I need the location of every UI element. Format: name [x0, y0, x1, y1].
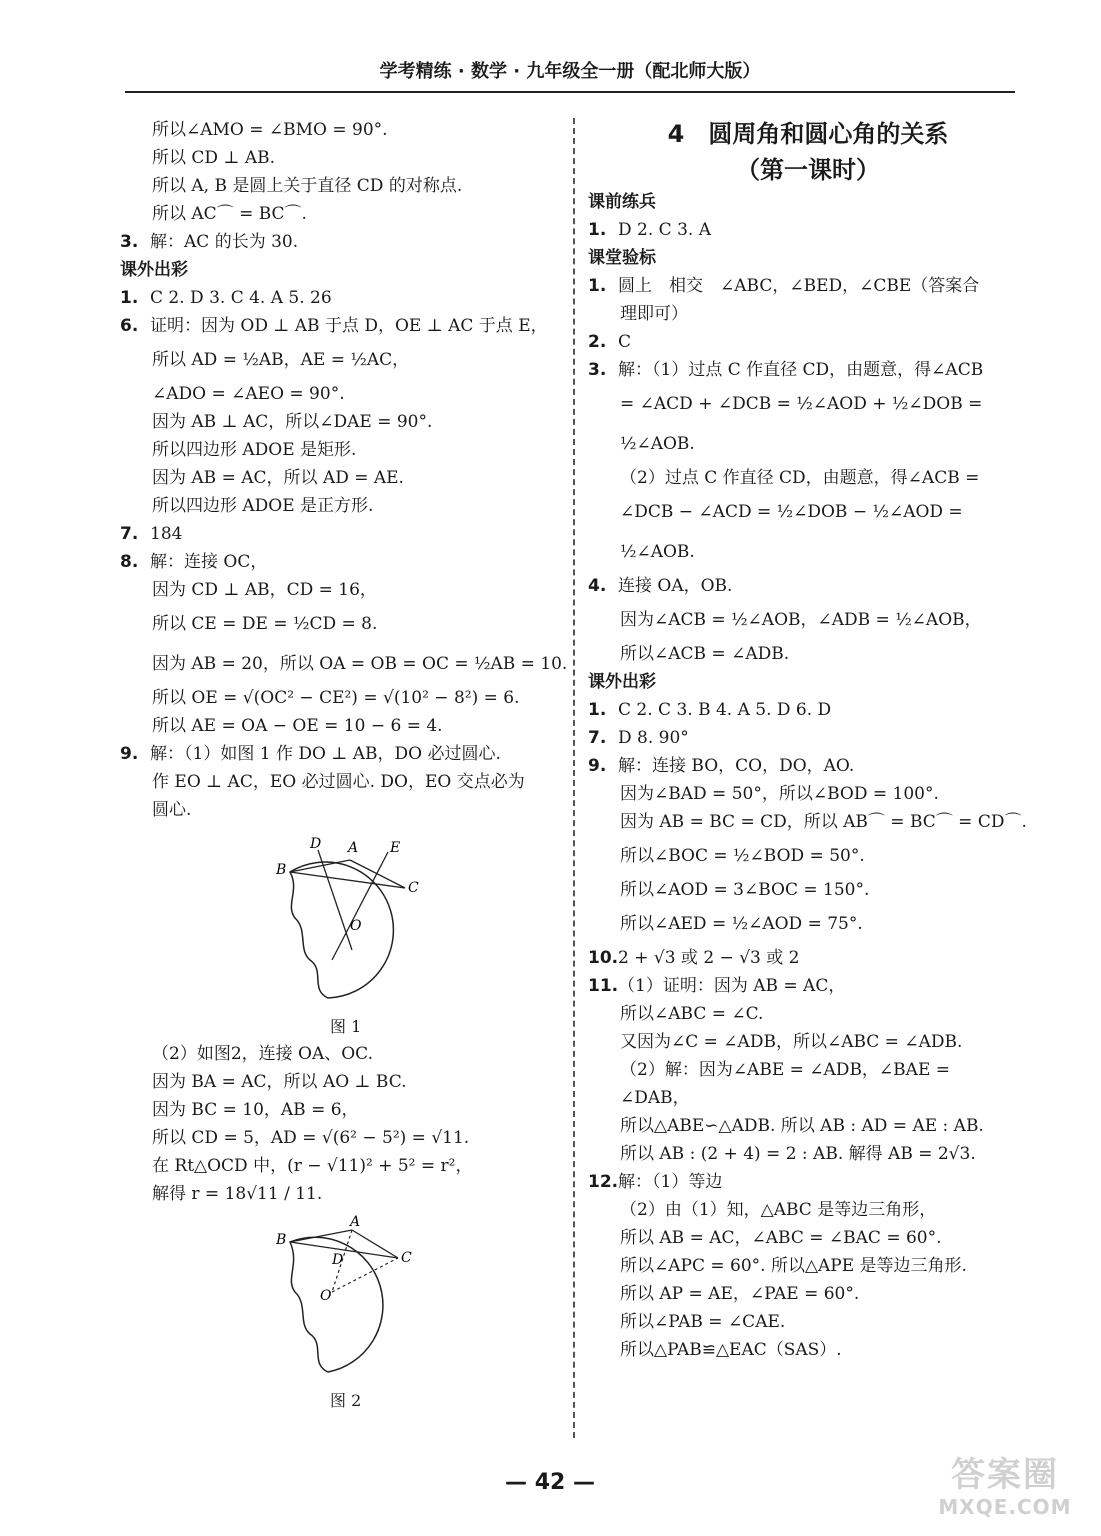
answer-line [120, 576, 560, 604]
answer-text: D 8. 90° [618, 728, 689, 748]
answer-text: 作 EO ⊥ AC，EO 必过圆心. DO，EO 交点必为 [152, 772, 525, 792]
answer-text: 解：连接 BO，CO，DO，AO. [618, 756, 855, 776]
answer-text: C 2. C 3. B 4. A 5. D 6. D [618, 700, 832, 720]
answer-text: 圆上 相交 ∠ABC，∠BED，∠CBE（答案合 [618, 276, 980, 296]
right-answers-extra [588, 696, 1028, 1364]
answer-line [120, 284, 560, 312]
answer-text: 因为 BA = AC，所以 AO ⊥ BC. [152, 1072, 407, 1092]
answer-line [588, 972, 1028, 1000]
answer-line [588, 216, 1028, 244]
answer-text: = ∠ACD + ∠DCB = ½∠AOD + ½∠DOB = [620, 394, 983, 414]
answer-text: 所以 OE = √(OC² − CE²) = √(10² − 8²) = 6. [152, 688, 520, 708]
answer-line [588, 424, 1028, 464]
answer-text: （2）解：因为∠ABE = ∠ADB，∠BAE = [620, 1060, 951, 1080]
answer-text: 所以∠PAB = ∠CAE. [620, 1312, 786, 1332]
answer-line [120, 1152, 560, 1180]
answer-line [588, 328, 1028, 356]
answer-line [588, 836, 1028, 876]
section-heading-extra: 课外出彩 [588, 672, 656, 692]
right-answers-class [588, 272, 1028, 668]
answer-line [588, 1000, 1028, 1028]
answer-text: 解：（1）如图 1 作 DO ⊥ AB，DO 必过圆心. [150, 744, 501, 764]
answer-text: 解：连接 OC， [150, 552, 268, 572]
fig2-label-a: A [350, 1214, 361, 1230]
answer-text: 所以∠APC = 60°. 所以△APE 是等边三角形. [620, 1256, 967, 1276]
fig1-broken-circle [290, 862, 393, 998]
answer-text: C 2. D 3. C 4. A 5. 26 [150, 288, 332, 308]
answer-line [588, 492, 1028, 532]
answer-text: 所以 CE = DE = ½CD = 8. [152, 614, 378, 634]
answer-line [120, 436, 560, 464]
answer-text: 解得 r = 18√11 / 11. [152, 1184, 323, 1204]
answer-text: ∠ADO = ∠AEO = 90°. [152, 384, 345, 404]
answer-text: 所以四边形 ADOE 是矩形. [152, 440, 357, 460]
answer-line [120, 1180, 560, 1208]
answer-text: （1）证明：因为 AB = AC， [618, 976, 846, 996]
fig1-label-e: E [390, 840, 401, 856]
question-number: 3. [120, 232, 139, 252]
answer-text: 因为 AB = BC = CD，所以 AB⌒ = BC⌒ = CD⌒. [620, 812, 1027, 832]
fig1-label-o: O [350, 918, 362, 934]
answer-text: （2）由（1）知，△ABC 是等边三角形， [620, 1200, 937, 1220]
answer-text: 圆心. [152, 800, 192, 820]
answer-text: 所以 AD = ½AB，AE = ½AC， [152, 350, 410, 370]
answer-line [588, 1056, 1028, 1084]
lesson-title: 4 圆周角和圆心角的关系 [667, 120, 949, 148]
answer-line [120, 1040, 560, 1068]
answer-line [588, 1336, 1028, 1364]
answer-text: 因为 BC = 10，AB = 6， [152, 1100, 359, 1120]
column-divider [573, 118, 575, 1438]
answer-text: 因为∠ACB = ½∠AOB，∠ADB = ½∠AOB， [620, 610, 982, 630]
question-number: 9. [588, 756, 607, 776]
watermark-text: 答案圈 [951, 1455, 1059, 1495]
answer-line [588, 724, 1028, 752]
answer-text: 解：（1）等边 [618, 1172, 723, 1192]
answer-line [120, 200, 560, 228]
question-number: 9. [120, 744, 139, 764]
answer-text: 所以∠AED = ½∠AOD = 75°. [620, 914, 863, 934]
answer-line [588, 944, 1028, 972]
answer-text: （2）如图2，连接 OA、OC. [152, 1044, 373, 1064]
answer-line [120, 312, 560, 340]
answer-line [120, 172, 560, 200]
fig2-label-d: D [332, 1252, 344, 1268]
left-answers-bottom [120, 1040, 560, 1208]
answer-line [120, 740, 560, 768]
answer-text: 所以∠AMO = ∠BMO = 90°. [152, 120, 388, 140]
answer-text: D 2. C 3. A [618, 220, 711, 240]
answer-line [588, 464, 1028, 492]
watermark-logo [920, 1455, 1090, 1525]
figure-2 [270, 1214, 420, 1384]
question-number: 6. [120, 316, 139, 336]
answer-text: 所以 A, B 是圆上关于直径 CD 的对称点. [152, 176, 463, 196]
fig2-label-b: B [276, 1232, 287, 1248]
answer-line [588, 1140, 1028, 1168]
answer-text: 所以∠BOC = ½∠BOD = 50°. [620, 846, 865, 866]
answer-line [588, 1224, 1028, 1252]
answer-line [588, 808, 1028, 836]
answer-text: 因为 AB = 20，所以 OA = OB = OC = ½AB = 10. [152, 654, 568, 674]
header-rule [125, 91, 1015, 93]
answer-text: 所以四边形 ADOE 是正方形. [152, 496, 374, 516]
question-number: 1. [588, 700, 607, 720]
answer-text: 因为∠BAD = 50°，所以∠BOD = 100°. [620, 784, 939, 804]
answer-text: C [618, 332, 632, 352]
section-heading-class: 课堂验标 [588, 248, 656, 268]
answer-line [588, 640, 1028, 668]
fig1-label-d: D [310, 836, 322, 852]
answer-line [120, 768, 560, 796]
fig1-label-c: C [408, 880, 419, 896]
answer-text: ∠DAB， [620, 1088, 690, 1108]
answer-text: ∠DCB − ∠ACD = ½∠DOB − ½∠AOD = [620, 502, 963, 522]
figure-2-caption: 图 2 [330, 1391, 362, 1410]
answer-line [120, 380, 560, 408]
fig1-chord-bc [290, 872, 405, 888]
answer-text: （2）过点 C 作直径 CD，由题意，得∠ACB = [620, 468, 980, 488]
answer-line [120, 1096, 560, 1124]
answer-line [588, 1168, 1028, 1196]
answer-line [120, 684, 560, 712]
answer-line [588, 696, 1028, 724]
answer-text: 所以 AP = AE，∠PAE = 60°. [620, 1284, 860, 1304]
answer-text: ½∠AOB. [620, 434, 695, 454]
answer-line [588, 600, 1028, 640]
right-answers-pre [588, 216, 1028, 244]
right-column [588, 116, 1028, 1364]
question-number: 12. [588, 1172, 619, 1192]
answer-text: 所以 AB = AC，∠ABC = ∠BAC = 60°. [620, 1228, 942, 1248]
answer-text: 2 + √3 或 2 − √3 或 2 [618, 948, 800, 968]
question-number: 10. [588, 948, 619, 968]
answer-text: 又因为∠C = ∠ADB，所以∠ABC = ∠ADB. [620, 1032, 963, 1052]
fig2-label-o: O [320, 1288, 332, 1304]
answer-line [588, 356, 1028, 384]
answer-line [120, 340, 560, 380]
answer-line [588, 904, 1028, 944]
question-number: 7. [588, 728, 607, 748]
answer-text: 所以 AC⌒ = BC⌒. [152, 204, 307, 224]
answer-line [120, 228, 560, 256]
question-number: 1. [588, 276, 607, 296]
left-column [120, 116, 568, 1414]
answer-text: 184 [150, 524, 183, 544]
answer-line [588, 532, 1028, 572]
fig1-label-b: B [276, 862, 287, 878]
question-number: 2. [588, 332, 607, 352]
question-number: 11. [588, 976, 619, 996]
question-number: 3. [588, 360, 607, 380]
answer-text: 因为 AB = AC，所以 AD = AE. [152, 468, 404, 488]
answer-line [120, 492, 560, 520]
answer-line [120, 144, 560, 172]
answer-line [588, 780, 1028, 808]
answer-line [120, 712, 560, 740]
answer-line [588, 876, 1028, 904]
figure-1-caption: 图 1 [330, 1017, 362, 1036]
answer-text: 因为 AB ⊥ AC，所以∠DAE = 90°. [152, 412, 433, 432]
answer-text: 证明：因为 OD ⊥ AB 于点 D，OE ⊥ AC 于点 E， [150, 316, 548, 336]
question-number: 1. [588, 220, 607, 240]
answer-line [120, 1124, 560, 1152]
answer-line [588, 384, 1028, 424]
answer-line [120, 796, 560, 824]
answer-text: 所以△PAB≌△EAC（SAS）. [620, 1340, 842, 1360]
answer-line [120, 408, 560, 436]
answer-line [588, 1084, 1028, 1112]
answer-line [588, 1280, 1028, 1308]
section-heading-pre: 课前练兵 [588, 192, 656, 212]
left-answers-top [120, 116, 560, 256]
answer-text: 所以∠ABC = ∠C. [620, 1004, 764, 1024]
answer-line [120, 548, 560, 576]
question-number: 7. [120, 524, 139, 544]
answer-line [120, 520, 560, 548]
answer-line [588, 1252, 1028, 1280]
answer-line [588, 1112, 1028, 1140]
answer-text: 解：（1）过点 C 作直径 CD，由题意，得∠ACB [618, 360, 984, 380]
answer-text: ½∠AOB. [620, 542, 695, 562]
figure-1 [270, 830, 420, 1010]
answer-text: 理即可） [620, 304, 688, 324]
answer-line [120, 1068, 560, 1096]
question-number: 4. [588, 576, 607, 596]
answer-text: 解：AC 的长为 30. [150, 232, 299, 252]
answer-line [588, 1028, 1028, 1056]
answer-text: 连接 OA，OB. [618, 576, 733, 596]
section-heading-extra: 课外出彩 [120, 260, 188, 280]
answer-line [588, 572, 1028, 600]
question-number: 8. [120, 552, 139, 572]
watermark-url: MXQE.COM [938, 1495, 1072, 1519]
answer-text: 因为 CD ⊥ AB，CD = 16， [152, 580, 377, 600]
answer-line [120, 116, 560, 144]
answer-line [588, 300, 1028, 328]
running-header: 学考精练 · 数学 · 九年级全一册（配北师大版） [379, 61, 761, 82]
page-number: — 42 — [505, 1470, 595, 1495]
lesson-subtitle: （第一课时） [736, 156, 880, 184]
answer-text: 所以∠AOD = 3∠BOC = 150°. [620, 880, 870, 900]
answer-line [588, 1308, 1028, 1336]
left-answers-middle [120, 284, 568, 824]
answer-text: 所以∠ACB = ∠ADB. [620, 644, 790, 664]
answer-text: 所以△ABE∽△ADB. 所以 AB : AD = AE : AB. [620, 1116, 984, 1136]
answer-text: 所以 AB : (2 + 4) = 2 : AB. 解得 AB = 2√3. [620, 1144, 976, 1164]
answer-line [588, 1196, 1028, 1224]
fig1-line-eo [332, 852, 388, 960]
answer-text: 所以 CD ⊥ AB. [152, 148, 276, 168]
fig1-label-a: A [348, 840, 359, 856]
answer-text: 所以 CD = 5，AD = √(6² − 5²) = √11. [152, 1128, 470, 1148]
fig2-chord-ab [290, 1230, 352, 1242]
question-number: 1. [120, 288, 139, 308]
fig2-label-c: C [401, 1250, 412, 1266]
answer-line [120, 604, 560, 644]
answer-line [588, 272, 1028, 300]
answer-line [588, 752, 1028, 780]
answer-line [120, 644, 568, 684]
answer-text: 所以 AE = OA − OE = 10 − 6 = 4. [152, 716, 443, 736]
answer-text: 在 Rt△OCD 中，(r − √11)² + 5² = r²， [152, 1156, 473, 1176]
answer-line [120, 464, 560, 492]
